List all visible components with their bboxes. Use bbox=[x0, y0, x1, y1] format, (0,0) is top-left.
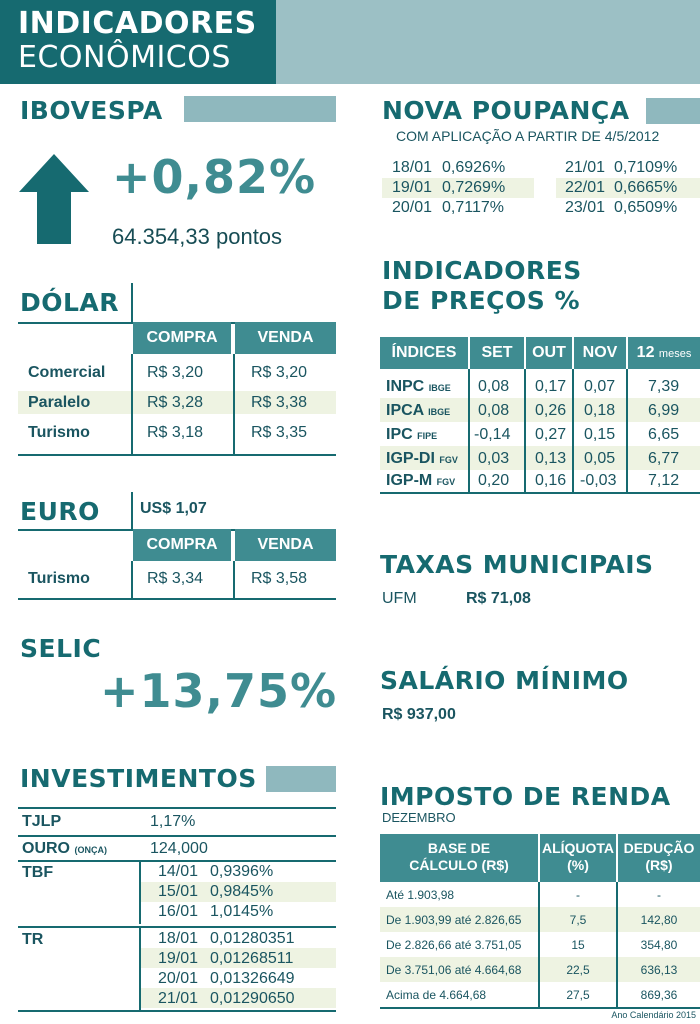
ir-aliquota: 27,5 bbox=[566, 988, 590, 1002]
precos-12m: 6,65 bbox=[648, 426, 680, 443]
tjlp-value: 1,17% bbox=[150, 813, 196, 830]
ir-header-deducao-line2: (R$) bbox=[645, 857, 673, 873]
divider bbox=[380, 492, 700, 494]
poupanca-value: 0,6926% bbox=[442, 159, 506, 176]
precos-header-nov: NOV bbox=[574, 337, 626, 369]
divider bbox=[524, 369, 526, 493]
dolar-row-compra: R$ 3,20 bbox=[147, 364, 204, 381]
dolar-row-label: Paralelo bbox=[28, 394, 91, 411]
precos-header-meses: meses bbox=[658, 348, 692, 360]
ir-title: IMPOSTO DE RENDA bbox=[380, 782, 671, 811]
precos-title-line1: INDICADORES bbox=[382, 256, 582, 285]
up-arrow-icon bbox=[18, 152, 90, 244]
precos-row-name bbox=[386, 400, 450, 422]
precos-header-indices: ÍNDICES bbox=[380, 337, 468, 369]
tbf-value: 1,0145% bbox=[210, 903, 274, 920]
precos-out: 0,26 bbox=[535, 402, 567, 419]
ir-deducao: - bbox=[657, 888, 661, 902]
poupanca-date: 23/01 bbox=[565, 199, 606, 216]
dolar-row-venda: R$ 3,38 bbox=[251, 394, 308, 411]
euro-title: EURO bbox=[20, 497, 100, 526]
precos-nov: -0,03 bbox=[580, 472, 617, 489]
ir-footnote: Ano Calendário 2015 bbox=[611, 1010, 696, 1020]
precos-nov: 0,15 bbox=[584, 426, 616, 443]
precos-out: 0,17 bbox=[535, 378, 567, 395]
poupanca-date: 19/01 bbox=[392, 179, 433, 196]
investimentos-title-bar bbox=[266, 766, 336, 792]
ir-deducao: 354,80 bbox=[640, 938, 678, 952]
ir-header-base bbox=[380, 834, 538, 882]
precos-set: 0,20 bbox=[478, 472, 510, 489]
euro-header-compra: COMPRA bbox=[133, 529, 231, 561]
ir-subtitle: DEZEMBRO bbox=[382, 810, 456, 825]
tr-date: 19/01 bbox=[158, 950, 199, 967]
precos-row-name bbox=[386, 470, 455, 492]
poupanca-title-bar bbox=[646, 98, 700, 124]
tr-value: 0,01280351 bbox=[210, 930, 295, 947]
divider bbox=[18, 598, 336, 600]
dolar-row-venda: R$ 3,35 bbox=[251, 424, 308, 441]
divider bbox=[18, 1010, 336, 1012]
ir-base: De 1.903,99 até 2.826,65 bbox=[386, 913, 522, 927]
ir-header-base-line2: CÁLCULO (R$) bbox=[409, 857, 509, 873]
salario-title: SALÁRIO MÍNIMO bbox=[380, 666, 629, 695]
euro-row-compra: R$ 3,34 bbox=[147, 570, 204, 587]
tr-date: 18/01 bbox=[158, 930, 199, 947]
precos-index: IPCA bbox=[386, 402, 424, 419]
ibovespa-change: +0,82% bbox=[112, 150, 317, 204]
precos-nov: 0,07 bbox=[584, 378, 616, 395]
precos-out: 0,13 bbox=[535, 450, 567, 467]
precos-out: 0,16 bbox=[535, 472, 567, 489]
taxas-title: TAXAS MUNICIPAIS bbox=[380, 550, 654, 579]
divider bbox=[233, 354, 235, 454]
precos-nov: 0,05 bbox=[584, 450, 616, 467]
euro-usd: US$ 1,07 bbox=[140, 500, 207, 517]
poupanca-subtitle: COM APLICAÇÃO A PARTIR DE 4/5/2012 bbox=[396, 128, 660, 144]
precos-source: FIPE bbox=[417, 431, 438, 441]
investimentos-title: INVESTIMENTOS bbox=[20, 764, 257, 793]
precos-source: FGV bbox=[436, 477, 456, 487]
precos-12m: 7,39 bbox=[648, 378, 680, 395]
ibovespa-title-bar bbox=[184, 96, 336, 122]
ir-deducao: 636,13 bbox=[640, 963, 678, 977]
divider bbox=[626, 369, 628, 493]
ir-aliquota: 15 bbox=[571, 938, 585, 952]
poupanca-value: 0,6509% bbox=[614, 199, 678, 216]
tr-value: 0,01268511 bbox=[210, 950, 294, 967]
precos-header-set: SET bbox=[470, 337, 524, 369]
ir-deducao: 142,80 bbox=[640, 913, 678, 927]
ir-header-aliquota-line1: ALÍQUOTA bbox=[541, 840, 615, 856]
dolar-title: DÓLAR bbox=[20, 288, 120, 317]
precos-nov: 0,18 bbox=[584, 402, 616, 419]
ir-aliquota: 7,5 bbox=[569, 913, 587, 927]
poupanca-title: NOVA POUPANÇA bbox=[382, 96, 630, 125]
ir-header-deducao bbox=[618, 834, 700, 882]
header-title-line2: ECONÔMICOS bbox=[18, 40, 231, 75]
ir-base: De 3.751,06 até 4.664,68 bbox=[386, 963, 522, 977]
tbf-label: TBF bbox=[22, 864, 54, 881]
precos-header-12: 12 bbox=[636, 344, 655, 361]
ir-base: De 2.826,66 até 3.751,05 bbox=[386, 938, 522, 952]
divider bbox=[131, 354, 133, 454]
ir-header-aliquota bbox=[540, 834, 616, 882]
ir-header-deducao-line1: DEDUÇÃO bbox=[623, 840, 695, 856]
poupanca-value: 0,7269% bbox=[442, 179, 506, 196]
precos-source: FGV bbox=[439, 455, 458, 465]
dolar-row-label: Turismo bbox=[28, 424, 90, 441]
precos-row-name bbox=[386, 448, 458, 470]
taxas-label: UFM bbox=[382, 590, 417, 607]
divider bbox=[18, 835, 336, 837]
tbf-date: 15/01 bbox=[158, 883, 199, 900]
selic-value: +13,75% bbox=[100, 664, 338, 718]
dolar-row-label: Comercial bbox=[28, 364, 106, 381]
precos-set: 0,08 bbox=[478, 402, 510, 419]
precos-set: 0,08 bbox=[478, 378, 510, 395]
poupanca-date: 21/01 bbox=[565, 159, 606, 176]
divider bbox=[18, 807, 336, 809]
ir-aliquota: 22,5 bbox=[566, 963, 590, 977]
precos-out: 0,27 bbox=[535, 426, 567, 443]
precos-index: IPC bbox=[386, 426, 413, 443]
divider bbox=[572, 369, 574, 493]
divider bbox=[380, 1007, 700, 1009]
divider bbox=[131, 492, 133, 530]
page-header bbox=[0, 0, 700, 84]
precos-title-line2: DE PREÇOS % bbox=[382, 286, 581, 315]
ir-base: Acima de 4.664,68 bbox=[386, 988, 487, 1002]
precos-12m: 7,12 bbox=[648, 472, 680, 489]
ouro-value: 124,000 bbox=[150, 840, 208, 857]
precos-index: IGP-DI bbox=[386, 450, 435, 467]
dolar-row-compra: R$ 3,28 bbox=[147, 394, 204, 411]
tbf-date: 16/01 bbox=[158, 903, 199, 920]
euro-row-label: Turismo bbox=[28, 570, 90, 587]
poupanca-value: 0,7117% bbox=[442, 199, 504, 216]
tbf-value: 0,9845% bbox=[210, 883, 274, 900]
poupanca-date: 18/01 bbox=[392, 159, 433, 176]
ir-deducao: 869,36 bbox=[640, 988, 678, 1002]
tbf-date: 14/01 bbox=[158, 863, 199, 880]
tr-value: 0,01290650 bbox=[210, 990, 295, 1007]
ouro-label-text: OURO bbox=[22, 840, 70, 857]
poupanca-date: 22/01 bbox=[565, 179, 606, 196]
dolar-header-compra: COMPRA bbox=[133, 322, 231, 354]
ouro-label bbox=[22, 838, 107, 860]
precos-header-out: OUT bbox=[526, 337, 572, 369]
poupanca-value: 0,7109% bbox=[614, 159, 678, 176]
precos-source: IBGE bbox=[428, 383, 451, 393]
tjlp-label: TJLP bbox=[22, 813, 62, 830]
salario-value: R$ 937,00 bbox=[382, 706, 456, 723]
divider bbox=[18, 454, 336, 456]
euro-row-venda: R$ 3,58 bbox=[251, 570, 308, 587]
precos-source: IBGE bbox=[428, 407, 451, 417]
precos-12m: 6,77 bbox=[648, 450, 680, 467]
ir-aliquota: - bbox=[576, 888, 580, 902]
ir-header-base-line1: BASE DE bbox=[427, 840, 491, 856]
dolar-row-compra: R$ 3,18 bbox=[147, 424, 204, 441]
ir-header-aliquota-line2: (%) bbox=[567, 857, 589, 873]
dolar-header-venda: VENDA bbox=[235, 322, 336, 354]
tbf-value: 0,9396% bbox=[210, 863, 274, 880]
ir-base: Até 1.903,98 bbox=[386, 888, 455, 902]
tr-label: TR bbox=[22, 931, 44, 948]
poupanca-date: 20/01 bbox=[392, 199, 433, 216]
taxas-value: R$ 71,08 bbox=[466, 590, 531, 607]
precos-12m: 6,99 bbox=[648, 402, 680, 419]
divider bbox=[233, 561, 235, 599]
precos-index: INPC bbox=[386, 378, 425, 395]
tr-date: 20/01 bbox=[158, 970, 199, 987]
euro-header-venda: VENDA bbox=[235, 529, 336, 561]
precos-index: IGP-M bbox=[386, 472, 433, 489]
poupanca-value: 0,6665% bbox=[614, 179, 678, 196]
precos-row-name bbox=[386, 424, 437, 446]
precos-row-name bbox=[386, 376, 451, 398]
dolar-row-venda: R$ 3,20 bbox=[251, 364, 308, 381]
header-title-line1: INDICADORES bbox=[18, 6, 257, 41]
selic-title: SELIC bbox=[20, 634, 102, 663]
precos-set: -0,14 bbox=[474, 426, 511, 443]
divider bbox=[131, 283, 133, 323]
ouro-sub: (ONÇA) bbox=[74, 845, 107, 855]
ibovespa-title: IBOVESPA bbox=[20, 96, 163, 125]
divider bbox=[131, 561, 133, 599]
tr-value: 0,01326649 bbox=[210, 970, 295, 987]
precos-header-12m bbox=[628, 337, 700, 369]
precos-set: 0,03 bbox=[478, 450, 510, 467]
divider bbox=[468, 369, 470, 493]
tr-date: 21/01 bbox=[158, 990, 199, 1007]
ibovespa-points: 64.354,33 pontos bbox=[112, 224, 283, 249]
